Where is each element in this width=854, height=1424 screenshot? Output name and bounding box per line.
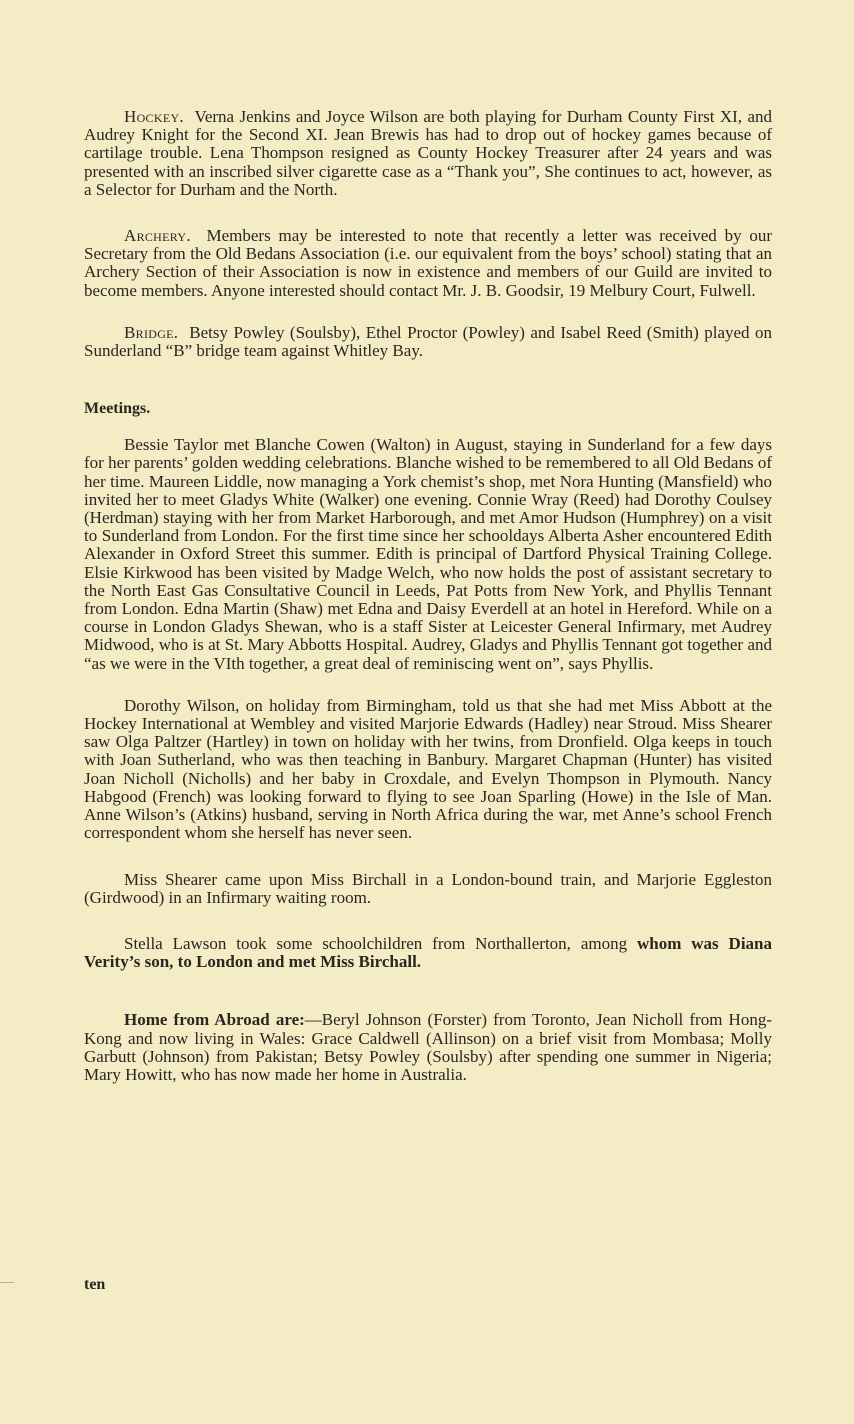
bridge-text: Betsy Powley (Soulsby), Ethel Proctor (Powley) and Isabel Reed (Smith) played on Sunderland “B” bridge team against Whitley Bay. — [84, 322, 772, 361]
archery-text: Members may be interested to note that recently a letter was received by our Secretary from the Old Bedans Association (i.e. our equivalent from the boys’ school) stating that an Archery Section of their Association is now in existence and members of our Guild are invited to become members. Anyone interested should contact Mr. J. B. Goodsir, 19 Melbury Court, Fulwell. — [84, 226, 772, 300]
abroad-paragraph — [84, 1011, 772, 1084]
meetings-paragraph-3: Miss Shearer came upon Miss Birchall in a London-bound train, and Marjorie Eggleston (Girdwood) in an Infirmary waiting room. — [84, 869, 772, 907]
archery-paragraph — [84, 227, 772, 300]
page-body — [84, 108, 772, 1084]
hockey-text: Verna Jenkins and Joyce Wilson are both playing for Durham County First XI, and Audrey Knight for the Second XI. Jean Brewis has had to drop out of hockey games because of cartilage trouble. Lena Thompson resigned as County Hockey Treasurer after 24 years and was presented with an inscribed silver cigarette case as a “Thank you”, She continues to act, however, as a Selector for Durham and the North. — [84, 107, 772, 199]
meetings-4-text: Stella Lawson took some schoolchildren from Northallerton, among — [124, 933, 628, 953]
meetings-heading: Meetings. — [84, 400, 151, 418]
hockey-label: Hockey. — [124, 107, 184, 126]
archery-label: Archery. — [124, 226, 191, 246]
bridge-label: Bridge. — [124, 322, 179, 342]
hockey-paragraph — [84, 108, 772, 199]
meetings-4-bold-text: whom was Diana Verity’s son, to London and met Miss Birchall. — [84, 933, 772, 972]
edge-mark — [0, 1282, 14, 1283]
abroad-label: Home from Abroad are: — [124, 1010, 305, 1030]
meetings-paragraph-2: Dorothy Wilson, on holiday from Birmingham, told us that she had met Miss Abbott at the Hockey International at Wembley and visited Marjorie Edwards (Hadley) near Stroud. Miss Shearer saw Olga Paltzer (Hartley) in town on holiday with her twins, from Dronfield. Olga keeps in touch with Joan Sutherland, who was then teaching in Banbury. Margaret Chapman (Hunter) has visited Joan Nicholl (Nicholls) and her baby in Croxdale, and Evelyn Thompson in Plymouth. Nancy Habgood (French) was looking forward to flying to see Joan Sparling (Howe) in the Isle of Man. Anne Wilson’s (Atkins) husband, serving in North Africa during the war, met Anne’s school French correspondent whom she herself has never seen. — [84, 695, 772, 843]
page-number: ten — [84, 1276, 106, 1293]
meetings-paragraph-1: Bessie Taylor met Blanche Cowen (Walton) in August, staying in Sunderland for a few days for her parents’ golden wedding celebrations. Blanche wished to be remembered to all Old Bedans of her time. Maureen Liddle, now managing a York chemist’s shop, met Nora Hunting (Mansfield) who invited her to meet Gladys White (Walker) one evening. Connie Wray (Reed) had Dorothy Coulsey (Herdman) staying with her from Market Harborough, and met Amor Hudson (Humphrey) on a visit to Sunderland from London. For the first time since her schooldays Alberta Asher encountered Edith Alexander in Oxford Street this summer. Edith is principal of Dartford Physical Training College. Elsie Kirkwood has been visited by Madge Welch, who now holds the post of assistant secretary to the North East Gas Consultative Council in Leeds, Pat Potts from New York, and Phyllis Tennant from London. Edna Martin (Shaw) met Edna and Daisy Everdell at an hotel in Hereford. While on a course in London Gladys Shewan, who is a staff Sister at Leicester General Infirmary, met Audrey Midwood, who is at St. Mary Abbotts Hospital. Audrey, Gladys and Phyllis Tennant got together and “as we were in the VIth together, a great deal of reminiscing went on”, says Phyllis. — [84, 435, 772, 673]
bridge-paragraph — [84, 324, 772, 360]
abroad-text: —Beryl Johnson (Forster) from Toronto, Jean Nicholl from Hong-Kong and now living in Wales: Grace Caldwell (Allinson) on a brief visit from Mombasa; Molly Garbutt (Johnson) from Pakistan; Betsy Powley (Soulsby) after spending one summer in Nigeria; Mary Howitt, who has now made her home in Australia. — [84, 1010, 772, 1084]
meetings-paragraph-4 — [84, 935, 772, 971]
